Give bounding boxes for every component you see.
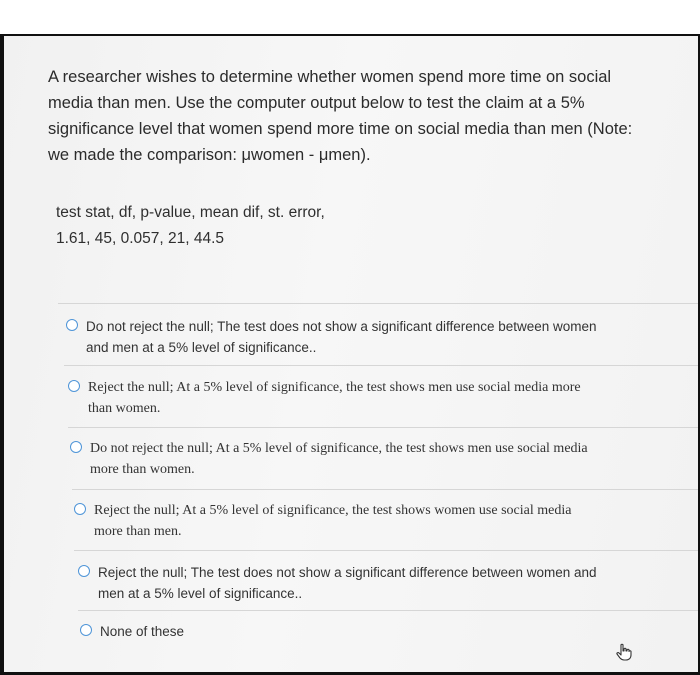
divider (64, 365, 698, 366)
question-text (48, 64, 666, 168)
answer-option-2[interactable] (68, 377, 678, 419)
output-header: test stat, df, p-value, mean dif, st. error, (56, 204, 325, 221)
option-text: than women. (88, 401, 161, 416)
answer-option-6[interactable] (80, 621, 380, 642)
radio-button[interactable] (80, 624, 92, 636)
option-text: Reject the null; The test does not show a significant difference between women and (98, 565, 597, 580)
divider (58, 303, 698, 304)
option-text: Reject the null; At a 5% level of significance, the test shows women use social media (94, 503, 572, 518)
answer-option-4[interactable] (74, 500, 674, 542)
option-text: Do not reject the null; At a 5% level of significance, the test shows men use social media (90, 441, 588, 456)
output-values: 1.61, 45, 0.057, 21, 44.5 (56, 230, 225, 247)
question-card (4, 36, 698, 672)
question-line: A researcher wishes to determine whether women spend more time on social (48, 68, 612, 86)
divider (78, 610, 698, 611)
radio-button[interactable] (70, 441, 82, 453)
answer-option-3[interactable] (70, 438, 680, 480)
option-text: men at a 5% level of significance.. (98, 586, 303, 601)
divider (74, 550, 698, 551)
option-text: Reject the null; At a 5% level of significance, the test shows men use social media more (88, 380, 581, 395)
radio-button[interactable] (78, 565, 90, 577)
radio-button[interactable] (66, 319, 78, 331)
radio-button[interactable] (74, 503, 86, 515)
hand-pointer-icon (615, 643, 633, 661)
option-text: None of these (100, 624, 185, 639)
option-text: Do not reject the null; The test does not show a significant difference between women (86, 319, 597, 334)
question-line: we made the comparison: μwomen - μmen). (48, 146, 371, 164)
answer-option-1[interactable] (66, 316, 676, 358)
radio-button[interactable] (68, 380, 80, 392)
answer-option-5[interactable] (78, 562, 678, 604)
question-line: significance level that women spend more time on social media than men (Note: (48, 120, 633, 138)
option-text: more than women. (90, 462, 195, 477)
question-line: media than men. Use the computer output below to test the claim at a 5% (48, 94, 585, 112)
photo-frame (0, 34, 700, 675)
computer-output (56, 200, 325, 252)
option-text: and men at a 5% level of significance.. (86, 340, 317, 355)
option-text: more than men. (94, 524, 182, 539)
divider (72, 489, 698, 490)
divider (68, 427, 698, 428)
